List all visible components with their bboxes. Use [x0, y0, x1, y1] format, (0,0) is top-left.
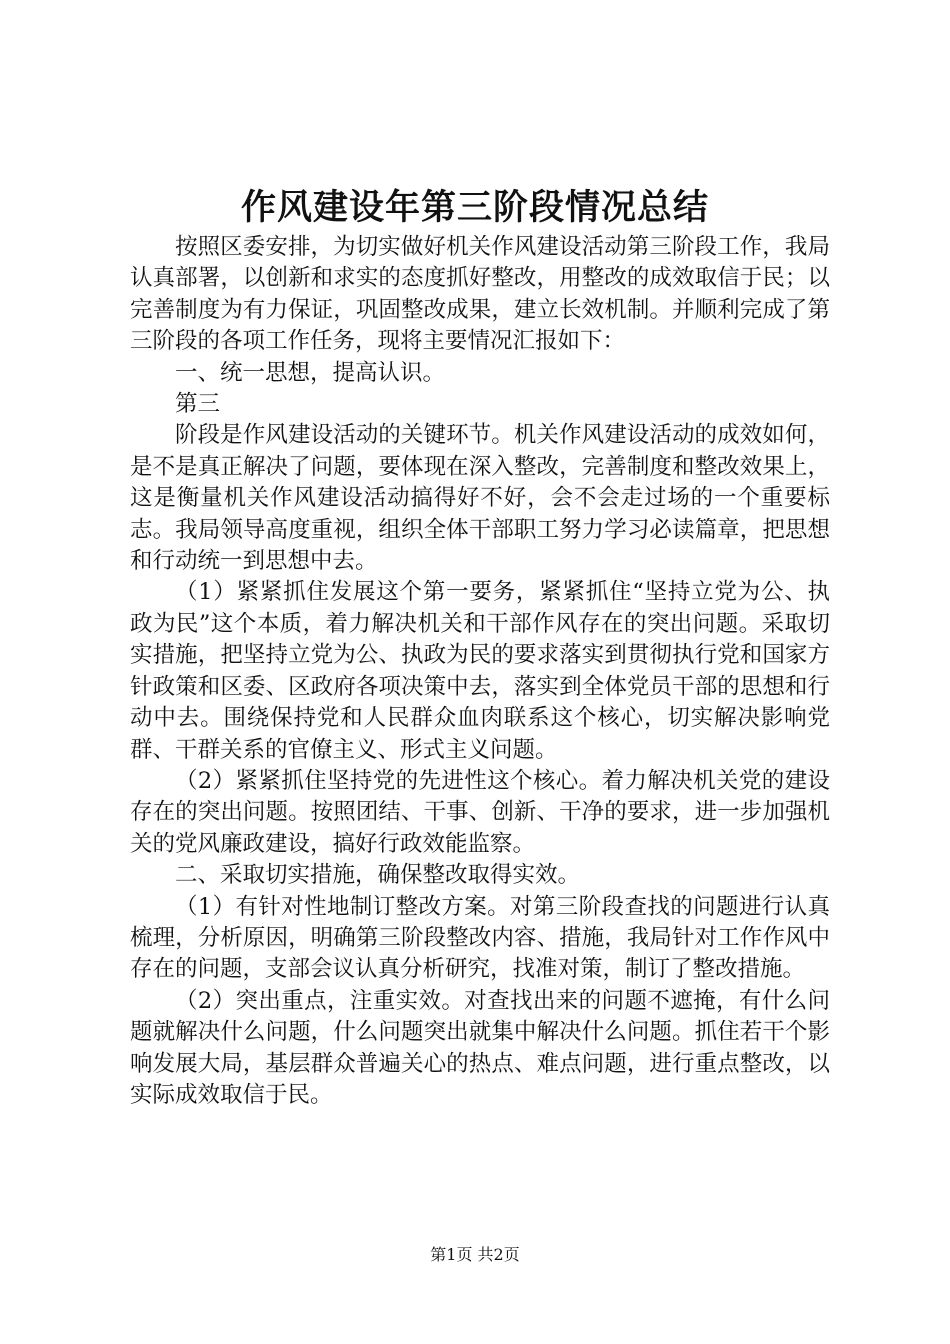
paragraph-fragment: 第三	[175, 391, 221, 418]
page-footer: 第1页 共2页	[430, 1245, 520, 1264]
document-body	[130, 232, 830, 1111]
document-title: 作风建设年第三阶段情况总结	[240, 187, 709, 228]
section-heading-1: 一、统一思想，提高认识。	[175, 359, 446, 386]
paragraph-intro: 按照区委安排，为切实做好机关作风建设活动第三阶段工作，我局认真部署，以创新和求实的态度抓好整改，用整改的成效取信于民；以完善制度为有力保证，巩固整改成果，建立长效机制。并顺利完成了第三阶段的各项工作任务，现将主要情况汇报如下：	[130, 234, 830, 355]
paragraph-item-1: （1）紧紧抓住发展这个第一要务，紧紧抓住“坚持立党为公、执政为民”这个本质，着力解决机关和干部作风存在的突出问题。采取切实措施，把坚持立党为公、执政为民的要求落实到贯彻执行党和国家方针政策和区委、区政府各项决策中去，落实到全体党员干部的思想和行动中去。围绕保持党和人民群众血肉联系这个核心，切实解决影响党群、干群关系的官僚主义、形式主义问题。	[130, 579, 830, 763]
section-heading-2: 二、采取切实措施，确保整改取得实效。	[175, 862, 581, 889]
paragraph-item-2: （2）紧紧抓住坚持党的先进性这个核心。着力解决机关党的建设存在的突出问题。按照团结、干事、创新、干净的要求，进一步加强机关的党风廉政建设，搞好行政效能监察。	[130, 767, 830, 857]
paragraph-measure-2: （2）突出重点，注重实效。对查找出来的问题不遮掩，有什么问题就解决什么问题，什么问题突出就集中解决什么问题。抓住若干个影响发展大局，基层群众普遍关心的热点、难点问题，进行重点整改，以实际成效取信于民。	[130, 987, 830, 1108]
paragraph-stage-importance: 阶段是作风建设活动的关键环节。机关作风建设活动的成效如何，是不是真正解决了问题，要体现在深入整改，完善制度和整改效果上，这是衡量机关作风建设活动搞得好不好，会不会走过场的一个重要标志。我局领导高度重视，组织全体干部职工努力学习必读篇章，把思想和行动统一到思想中去。	[130, 422, 830, 575]
paragraph-measure-1: （1）有针对性地制订整改方案。对第三阶段查找的问题进行认真梳理，分析原因，明确第三阶段整改内容、措施，我局针对工作作风中存在的问题，支部会议认真分析研究，找准对策，制订了整改措施。	[130, 893, 830, 983]
